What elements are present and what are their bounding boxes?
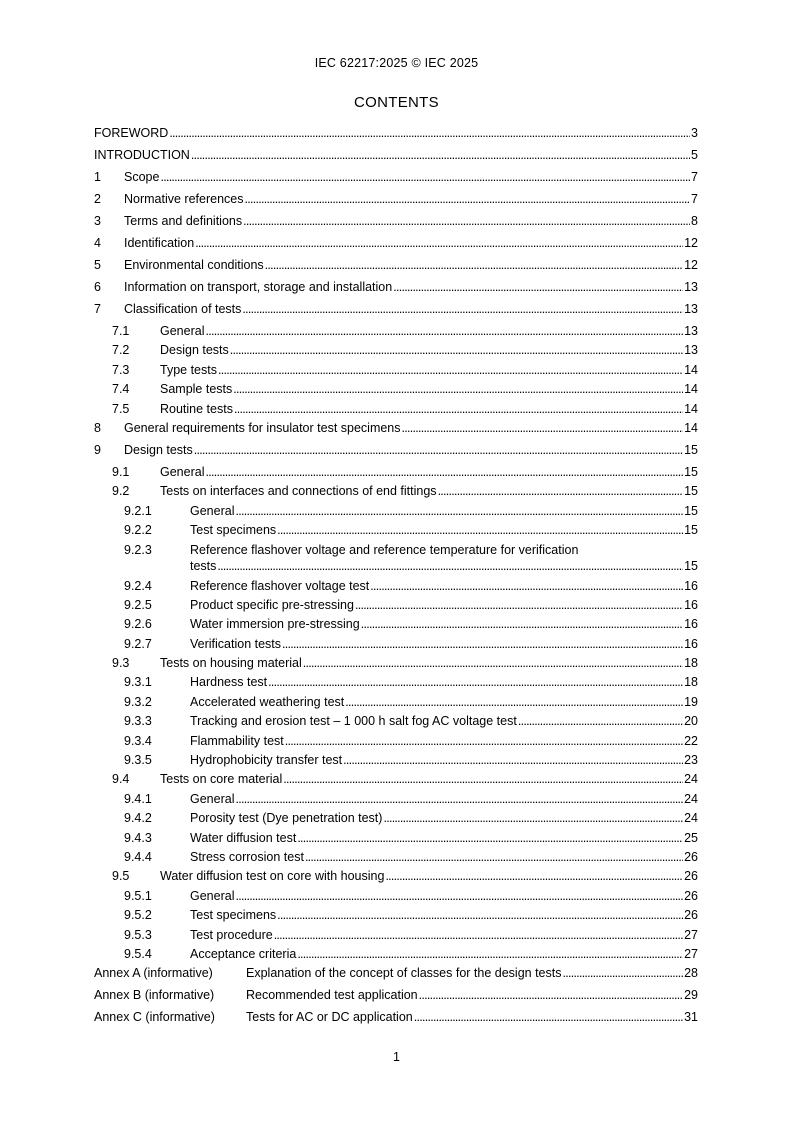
- toc-dot-leader: [217, 559, 683, 573]
- toc-entry-page: 14: [684, 420, 698, 435]
- toc-entry[interactable]: [94, 693, 698, 712]
- toc-dot-leader: [265, 258, 683, 272]
- toc-entry-line: [190, 714, 698, 728]
- toc-dot-leader: [235, 792, 683, 806]
- contents-title: CONTENTS: [354, 94, 439, 111]
- toc-entry[interactable]: [94, 596, 698, 615]
- toc-entry-title: Accelerated weathering test: [190, 694, 345, 709]
- toc-entry[interactable]: [94, 256, 698, 278]
- toc-entry[interactable]: [94, 751, 698, 770]
- toc-entry-title: FOREWORD: [94, 126, 169, 140]
- toc-entry-title: Reference flashover voltage test: [190, 578, 370, 593]
- toc-dot-leader: [277, 523, 683, 537]
- page-number: 1: [393, 1050, 400, 1064]
- toc-entry-line: [190, 792, 698, 806]
- toc-entry[interactable]: [94, 732, 698, 751]
- toc-entry-page: 5: [691, 148, 698, 162]
- toc-dot-leader: [205, 465, 683, 479]
- toc-entry-page: 19: [684, 694, 698, 709]
- toc-entry-line: [124, 236, 698, 250]
- toc-entry[interactable]: [94, 380, 698, 399]
- toc-entry-line: [124, 170, 698, 184]
- toc-dot-leader: [194, 443, 683, 457]
- toc-entry-line: [94, 126, 698, 140]
- toc-entry-title: Test specimens: [190, 523, 277, 538]
- toc-entry-number: 9.2.7: [124, 636, 152, 651]
- toc-entry-title: Tests on housing material: [160, 656, 302, 671]
- toc-entry-page: 24: [684, 791, 698, 806]
- toc-entry[interactable]: [94, 809, 698, 828]
- toc-entry-title: Water diffusion test on core with housing: [160, 869, 385, 884]
- toc-entry-title: Tests on core material: [160, 772, 283, 787]
- toc-dot-leader: [282, 637, 683, 651]
- toc-entry-number: 9.5: [112, 869, 130, 884]
- toc-entry-number: 2: [94, 192, 101, 206]
- toc-entry-title: General: [190, 888, 235, 903]
- toc-entry[interactable]: [94, 654, 698, 673]
- toc-entry[interactable]: [94, 712, 698, 731]
- toc-entry-page: 15: [684, 558, 698, 573]
- toc-dot-leader: [283, 772, 683, 786]
- toc-entry-line: [124, 421, 698, 435]
- toc-entry-line: [160, 382, 698, 396]
- toc-dot-leader: [243, 214, 690, 228]
- toc-entry-title: Verification tests: [190, 636, 282, 651]
- toc-entry-page: 16: [684, 636, 698, 651]
- toc-entry-title: Tests on interfaces and connections of end fittings: [160, 484, 437, 499]
- toc-dot-leader: [268, 675, 683, 689]
- toc-dot-leader: [414, 1010, 683, 1024]
- toc-entry[interactable]: [94, 541, 698, 577]
- toc-entry-title: Water immersion pre-stressing: [190, 617, 360, 632]
- toc-dot-leader: [393, 280, 683, 294]
- toc-entry-page: 26: [684, 908, 698, 923]
- toc-dot-leader: [233, 382, 683, 396]
- toc-entry[interactable]: [94, 190, 698, 212]
- toc-entry-number: 3: [94, 214, 101, 228]
- toc-entry[interactable]: [94, 964, 698, 986]
- toc-entry[interactable]: [94, 926, 698, 945]
- toc-entry-title: Test specimens: [190, 908, 277, 923]
- toc-entry-title: Product specific pre-stressing: [190, 597, 354, 612]
- toc-dot-leader: [297, 947, 683, 961]
- toc-dot-leader: [230, 343, 683, 357]
- toc-entry-page: 13: [684, 280, 698, 294]
- toc-entry-title: Scope: [124, 170, 160, 184]
- toc-entry-title-line1: Reference flashover voltage and reference temperature for verification: [190, 542, 579, 557]
- toc-entry-title: General: [160, 464, 205, 479]
- toc-dot-leader: [370, 579, 683, 593]
- toc-entry-number: 9.5.4: [124, 946, 152, 961]
- toc-entry[interactable]: [94, 463, 698, 482]
- toc-entry[interactable]: [94, 635, 698, 654]
- toc-entry-title: Hardness test: [190, 675, 268, 690]
- toc-entry-title: Environmental conditions: [124, 258, 264, 272]
- toc-entry[interactable]: [94, 322, 698, 341]
- toc-entry-line: [160, 656, 698, 670]
- toc-entry-number: 9.2.6: [124, 617, 152, 632]
- toc-entry-page: 7: [691, 192, 698, 206]
- toc-entry-number: 9.2.3: [124, 542, 152, 557]
- toc-dot-leader: [562, 966, 683, 980]
- toc-dot-leader: [169, 126, 690, 140]
- toc-entry-number: 1: [94, 170, 101, 184]
- toc-entry-line: [190, 928, 698, 942]
- toc-entry-title: tests: [190, 558, 217, 573]
- toc-dot-leader: [361, 617, 683, 631]
- toc-entry-page: 28: [684, 966, 698, 981]
- toc-entry-title: Flammability test: [190, 733, 284, 748]
- toc-entry-line: [246, 988, 698, 1002]
- toc-entry-line: [160, 363, 698, 377]
- toc-entry[interactable]: [94, 790, 698, 809]
- toc-dot-leader: [235, 504, 683, 518]
- toc-entry[interactable]: [94, 906, 698, 925]
- toc-dot-leader: [402, 421, 684, 435]
- toc-dot-leader: [235, 889, 683, 903]
- toc-dot-leader: [518, 714, 683, 728]
- toc-entry-page: 7: [691, 170, 698, 184]
- toc-entry[interactable]: [94, 521, 698, 540]
- toc-entry[interactable]: [94, 441, 698, 463]
- toc-dot-leader: [160, 170, 690, 184]
- document-header: IEC 62217:2025 © IEC 2025: [314, 56, 479, 70]
- toc-dot-leader: [274, 928, 683, 942]
- toc-entry-line: [190, 908, 698, 922]
- toc-entry-page: 16: [684, 597, 698, 612]
- toc-entry-number: 9.2.1: [124, 503, 152, 518]
- toc-dot-leader: [205, 324, 683, 338]
- toc-entry-number: 7.4: [112, 382, 130, 397]
- toc-entry-number: 9.5.3: [124, 927, 152, 942]
- toc-entry-line: [246, 1010, 698, 1024]
- toc-entry-number: 9.2.2: [124, 523, 152, 538]
- toc-entry-page: 29: [684, 988, 698, 1003]
- toc-entry-page: 16: [684, 617, 698, 632]
- toc-entry[interactable]: [94, 146, 698, 168]
- toc-entry-page: 14: [684, 401, 698, 416]
- toc-entry-number: 7.1: [112, 324, 130, 338]
- toc-entry-title: Recommended test application: [246, 988, 418, 1003]
- toc-entry-title: Information on transport, storage and installation: [124, 280, 393, 294]
- toc-dot-leader: [195, 236, 683, 250]
- toc-entry-line: [246, 966, 698, 980]
- toc-entry[interactable]: [94, 829, 698, 848]
- toc-entry-line: [160, 402, 698, 416]
- toc-entry-line: [160, 343, 698, 357]
- toc-entry[interactable]: [94, 361, 698, 380]
- toc-entry[interactable]: [94, 945, 698, 964]
- toc-entry-title: Terms and definitions: [124, 214, 243, 228]
- toc-dot-leader: [242, 302, 683, 316]
- toc-entry-title: Stress corrosion test: [190, 849, 304, 864]
- toc-entry-number: 9.4: [112, 772, 130, 787]
- toc-entry-title: Test procedure: [190, 927, 273, 942]
- toc-entry[interactable]: [94, 278, 698, 300]
- toc-entry-page: 14: [684, 362, 698, 377]
- toc-entry-number: 7.2: [112, 343, 130, 358]
- toc-entry-line: [160, 484, 698, 498]
- toc-entry[interactable]: [94, 986, 698, 1008]
- toc-entry[interactable]: [94, 124, 698, 146]
- toc-entry-line: [190, 947, 698, 961]
- toc-entry-page: 26: [684, 849, 698, 864]
- toc-dot-leader: [303, 656, 683, 670]
- toc-entry-page: 27: [684, 946, 698, 961]
- toc-entry[interactable]: [94, 502, 698, 521]
- toc-entry[interactable]: [94, 300, 698, 322]
- toc-entry-number: Annex A (informative): [94, 966, 213, 981]
- toc-entry-number: 9.3: [112, 656, 130, 671]
- toc-entry[interactable]: [94, 673, 698, 692]
- toc-entry-page: 23: [684, 753, 698, 768]
- toc-entry-line: [124, 192, 698, 206]
- toc-entry[interactable]: [94, 1008, 698, 1030]
- toc-entry-page: 8: [691, 214, 698, 228]
- toc-dot-leader: [383, 811, 683, 825]
- toc-entry[interactable]: [94, 212, 698, 234]
- toc-entry-line: [190, 598, 698, 612]
- toc-entry-line: [160, 465, 698, 479]
- toc-entry-line: [124, 214, 698, 228]
- toc-entry-number: 4: [94, 236, 101, 250]
- toc-entry-title: Porosity test (Dye penetration test): [190, 811, 383, 826]
- toc-entry-line: [190, 850, 698, 864]
- toc-entry-number: 9.4.1: [124, 791, 152, 806]
- toc-entry-title: General: [190, 503, 235, 518]
- toc-entry-line: [190, 734, 698, 748]
- toc-entry-number: 9.3.3: [124, 714, 152, 729]
- toc-entry-title: Routine tests: [160, 401, 233, 416]
- toc-dot-leader: [218, 363, 683, 377]
- toc-dot-leader: [419, 988, 683, 1002]
- toc-entry[interactable]: [94, 867, 698, 886]
- toc-entry-number: 9.2.4: [124, 578, 152, 593]
- toc-entry-number: 9.4.4: [124, 849, 152, 864]
- toc-entry-number: 9.3.5: [124, 753, 152, 768]
- toc-entry-number: 9.4.3: [124, 830, 152, 845]
- toc-entry-page: 24: [684, 811, 698, 826]
- toc-dot-leader: [234, 402, 683, 416]
- toc-entry-page: 15: [684, 503, 698, 518]
- toc-entry-title: INTRODUCTION: [94, 148, 190, 162]
- toc-entry-page: 27: [684, 927, 698, 942]
- toc-entry-title: Water diffusion test: [190, 830, 297, 845]
- toc-dot-leader: [438, 484, 684, 498]
- toc-entry[interactable]: [94, 577, 698, 596]
- toc-entry[interactable]: [94, 234, 698, 256]
- toc-entry-title: Identification: [124, 236, 195, 250]
- toc-entry-page: 15: [684, 442, 698, 457]
- toc-entry-title: Explanation of the concept of classes for the design tests: [246, 966, 562, 981]
- toc-entry-title: Tracking and erosion test – 1 000 h salt fog AC voltage test: [190, 714, 517, 729]
- toc-entry-number: Annex B (informative): [94, 988, 215, 1003]
- toc-entry-number: 7.3: [112, 362, 130, 377]
- toc-entry-title: Design tests: [160, 343, 229, 358]
- toc-dot-leader: [285, 734, 683, 748]
- toc-entry-title: Sample tests: [160, 382, 233, 397]
- toc-entry-line: [190, 831, 698, 845]
- toc-entry-number: 7.5: [112, 401, 130, 416]
- toc-entry-number: 9.3.4: [124, 733, 152, 748]
- toc-entry-line: [190, 695, 698, 709]
- toc-entry-title: Normative references: [124, 192, 244, 206]
- toc-entry-page: 18: [684, 656, 698, 671]
- toc-entry-line: [190, 579, 698, 593]
- toc-entry-page: 26: [684, 869, 698, 884]
- toc-entry-number: 9.1: [112, 464, 130, 479]
- toc-entry-line: [124, 258, 698, 272]
- toc-entry-line: [190, 504, 698, 518]
- toc-entry-title: Classification of tests: [124, 302, 242, 316]
- toc-entry-page: 22: [684, 733, 698, 748]
- toc-entry-line: [124, 280, 698, 294]
- toc-entry-line: [124, 443, 698, 457]
- toc-entry-number: 9.2.5: [124, 597, 152, 612]
- toc-entry-title: Tests for AC or DC application: [246, 1010, 413, 1025]
- toc-dot-leader: [305, 850, 683, 864]
- toc-entry[interactable]: [94, 419, 698, 441]
- toc-entry-page: 3: [691, 126, 698, 140]
- toc-entry-page: 15: [684, 484, 698, 499]
- toc-entry-page: 15: [684, 464, 698, 479]
- toc-dot-leader: [245, 192, 691, 206]
- toc-entry-title: General requirements for insulator test specimens: [124, 420, 401, 435]
- toc-entry-number: 9.5.2: [124, 908, 152, 923]
- toc-entry-number: 9.3.2: [124, 694, 152, 709]
- toc-entry-line: [160, 869, 698, 883]
- toc-entry-number: 9.3.1: [124, 675, 152, 690]
- toc-dot-leader: [277, 908, 683, 922]
- toc-dot-leader: [343, 753, 683, 767]
- toc-entry-title: Design tests: [124, 442, 193, 457]
- toc-entry-page: 13: [684, 324, 698, 338]
- toc-entry-number: 9.5.1: [124, 888, 152, 903]
- toc-entry-page: 16: [684, 578, 698, 593]
- toc-entry-page: 12: [684, 236, 698, 250]
- toc-entry-line: [190, 753, 698, 767]
- toc-entry-line: [190, 675, 698, 689]
- toc-dot-leader: [297, 831, 683, 845]
- toc-entry[interactable]: [94, 168, 698, 190]
- toc-entry-number: 6: [94, 280, 101, 294]
- toc-entry-title: Type tests: [160, 362, 217, 377]
- toc-entry-number: 5: [94, 258, 101, 272]
- toc-entry[interactable]: [94, 887, 698, 906]
- toc-entry-page: 18: [684, 675, 698, 690]
- toc-entry[interactable]: [94, 400, 698, 419]
- toc-entry-page: 14: [684, 382, 698, 397]
- toc-entry[interactable]: [94, 848, 698, 867]
- toc-entry-page: 12: [684, 258, 698, 272]
- toc-entry-line: [190, 811, 698, 825]
- toc-entry-page: 24: [684, 772, 698, 787]
- toc-entry-line: [190, 637, 698, 651]
- toc-entry-page: 26: [684, 888, 698, 903]
- toc-entry-line: [160, 772, 698, 786]
- toc-entry-line: [190, 617, 698, 631]
- toc-entry-number: 9.2: [112, 484, 130, 499]
- toc-entry-number: 7: [94, 302, 101, 316]
- toc-entry[interactable]: [94, 615, 698, 634]
- toc-entry-number: Annex C (informative): [94, 1010, 215, 1025]
- toc-entry-line: [190, 523, 698, 537]
- toc-entry-line: [160, 324, 698, 338]
- toc-dot-leader: [191, 148, 690, 162]
- toc-entry-page: 15: [684, 523, 698, 538]
- toc-entry-title: Hydrophobicity transfer test: [190, 753, 343, 768]
- toc-entry-number: 9.4.2: [124, 811, 152, 826]
- toc-entry-line: [190, 889, 698, 903]
- toc-entry-title: General: [190, 791, 235, 806]
- toc-entry-page: 13: [684, 302, 698, 316]
- toc-dot-leader: [355, 598, 683, 612]
- toc-entry-number: 9: [94, 442, 101, 457]
- toc-entry-line: [190, 559, 698, 573]
- toc-entry-title: Acceptance criteria: [190, 946, 297, 961]
- toc-dot-leader: [345, 695, 683, 709]
- toc-entry-page: 20: [684, 714, 698, 729]
- toc-entry-page: 31: [684, 1010, 698, 1025]
- toc-entry-page: 13: [684, 343, 698, 358]
- toc-entry-page: 25: [684, 830, 698, 845]
- toc-entry-title: General: [160, 324, 205, 338]
- table-of-contents: [94, 124, 698, 1030]
- toc-entry[interactable]: [94, 482, 698, 501]
- toc-entry[interactable]: [94, 341, 698, 360]
- toc-entry-line: [94, 148, 698, 162]
- toc-entry[interactable]: [94, 770, 698, 789]
- toc-entry-line: [124, 302, 698, 316]
- toc-entry-number: 8: [94, 420, 101, 435]
- toc-dot-leader: [385, 869, 683, 883]
